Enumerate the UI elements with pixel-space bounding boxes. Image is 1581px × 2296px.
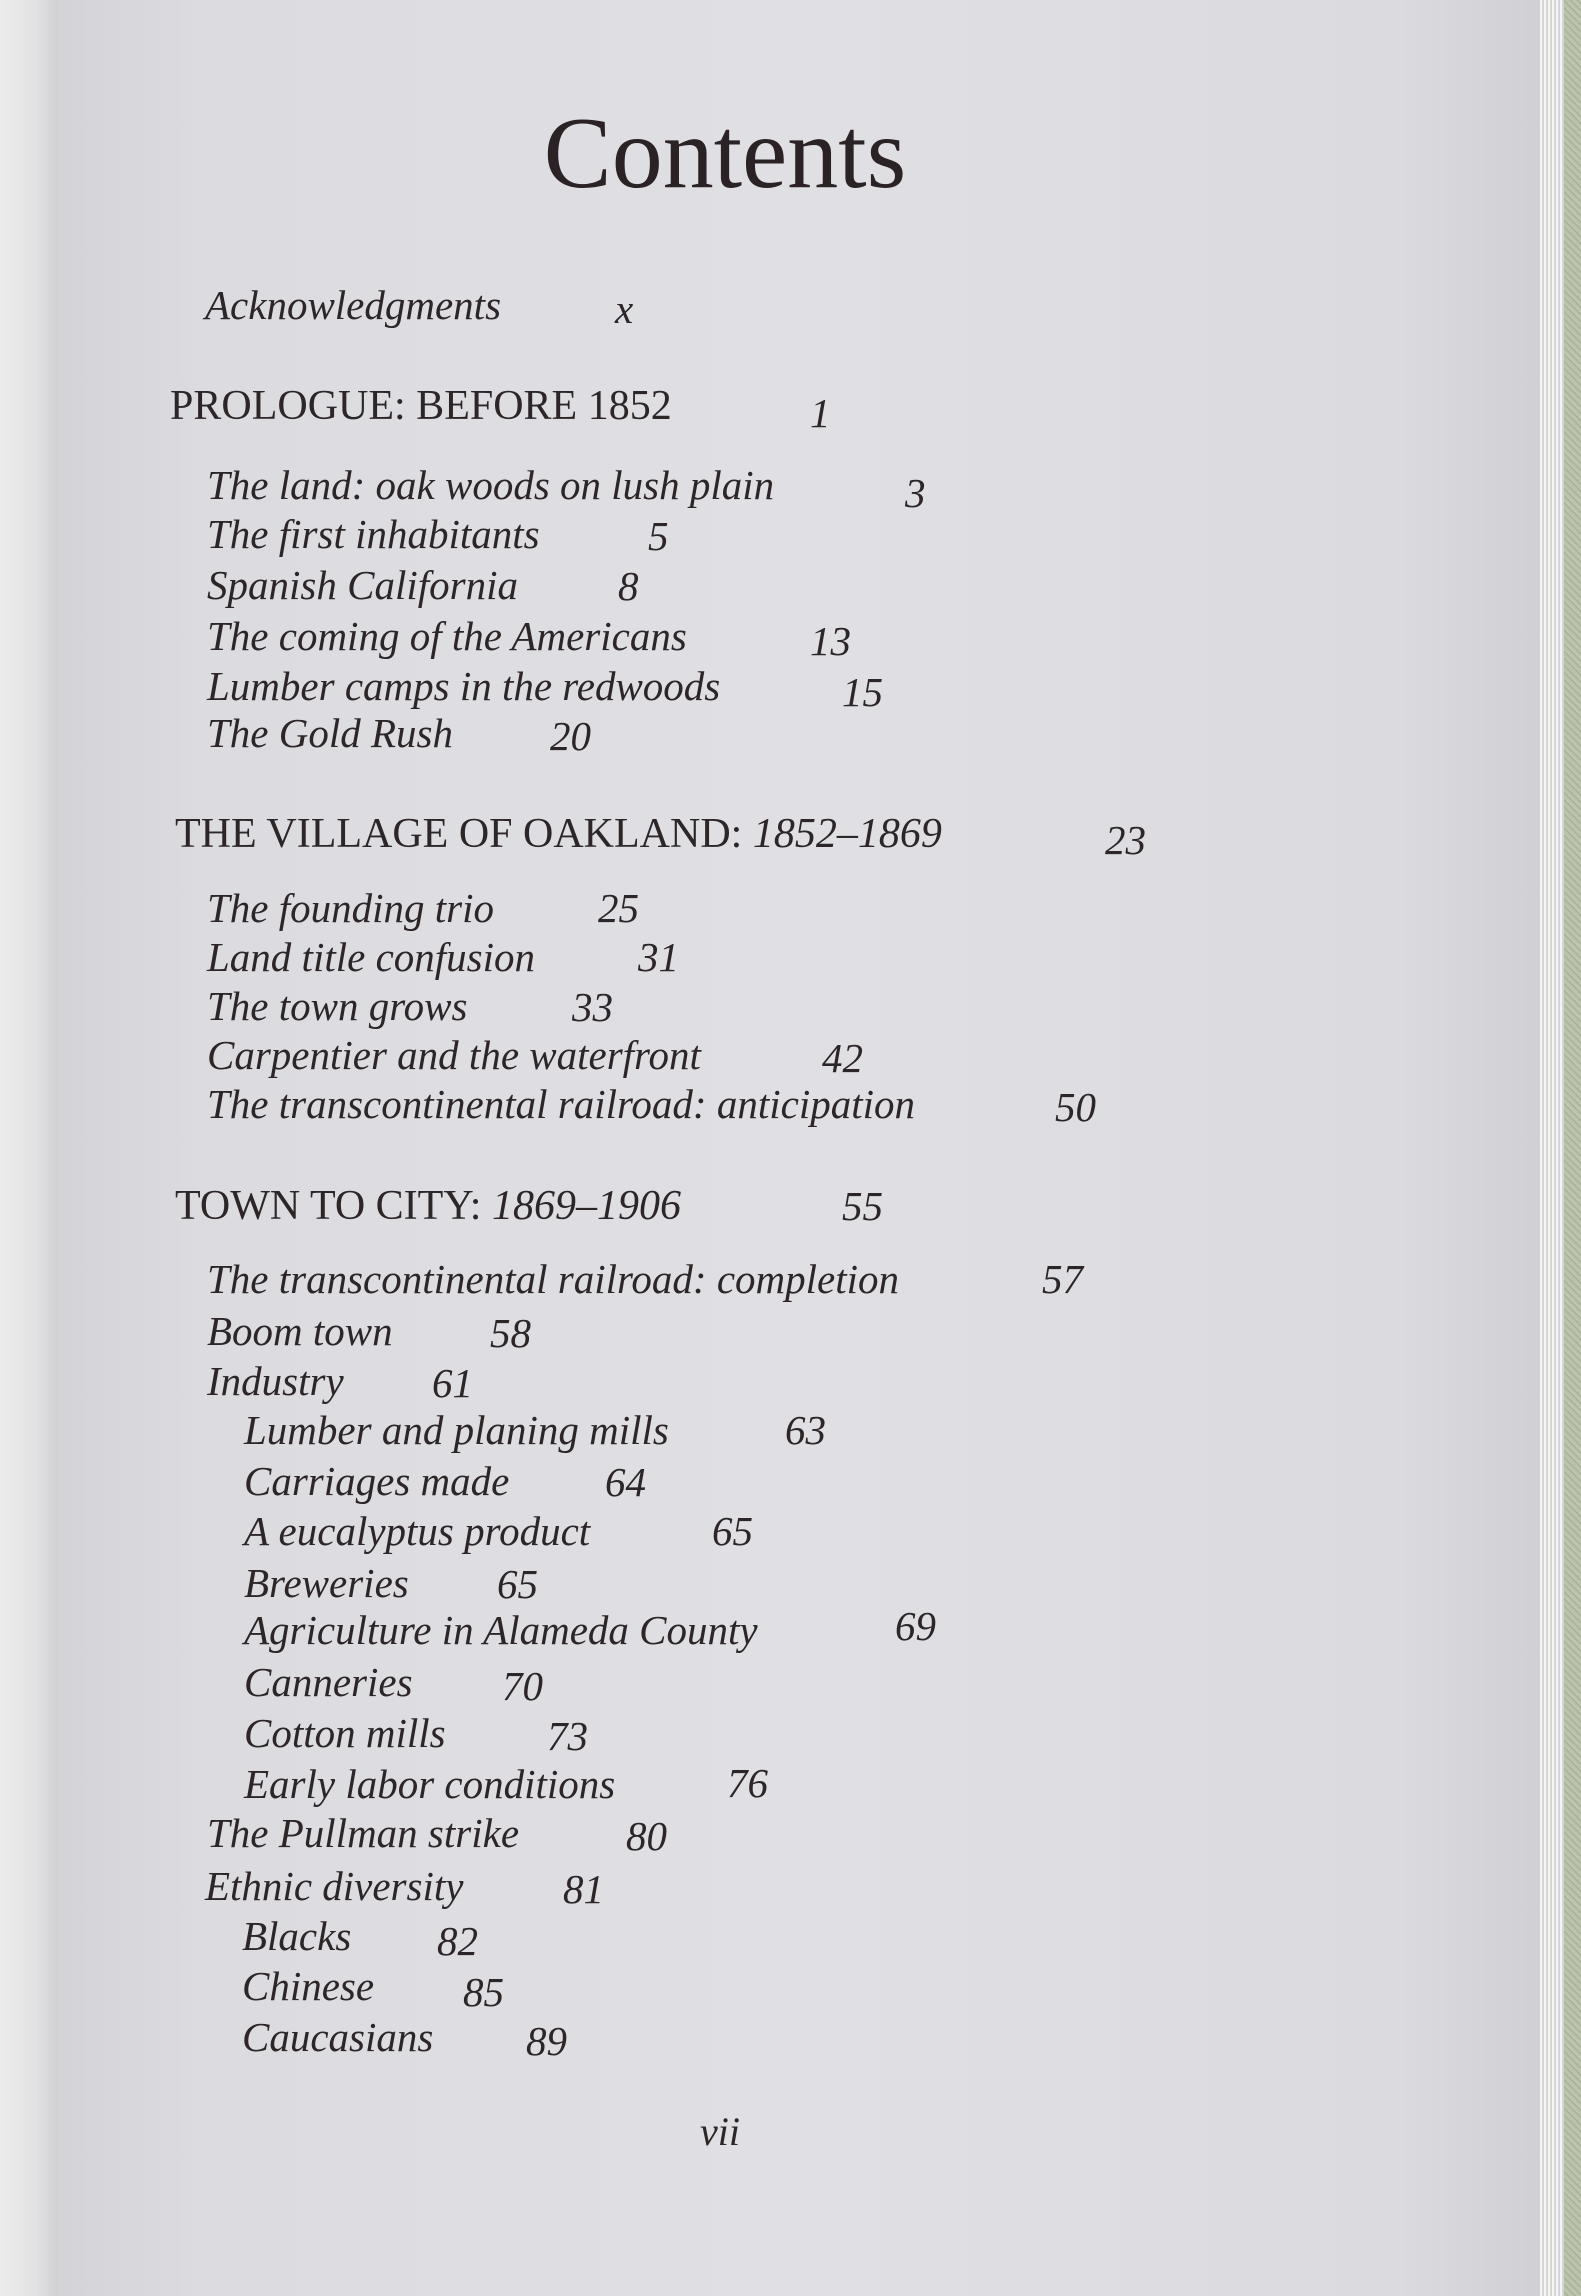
toc-entry: The transcontinental railroad: completion bbox=[207, 1256, 900, 1302]
part-dates: 1869–1906 bbox=[491, 1183, 681, 1229]
background-cloth bbox=[1564, 0, 1581, 2296]
toc-entry: Land title confusion bbox=[207, 934, 535, 980]
toc-page: 50 bbox=[1055, 1084, 1096, 1130]
toc-entry: Chinese bbox=[242, 1963, 375, 2009]
part-dates: 1852–1869 bbox=[752, 811, 942, 857]
toc-entry: Carpentier and the waterfront bbox=[207, 1032, 701, 1078]
toc-page: 25 bbox=[598, 885, 639, 931]
toc-entry: The Gold Rush bbox=[207, 710, 453, 756]
toc-page: 76 bbox=[727, 1760, 768, 1806]
toc-entry: Early labor conditions bbox=[244, 1761, 616, 1807]
toc-page: 33 bbox=[572, 984, 613, 1030]
toc-page: 13 bbox=[810, 618, 851, 664]
toc-page-acknowledgments: x bbox=[615, 286, 634, 332]
toc-page: 73 bbox=[547, 1713, 588, 1759]
toc-page: 5 bbox=[648, 513, 669, 559]
part-page-prologue: 1 bbox=[810, 390, 831, 436]
toc-entry: Caucasians bbox=[242, 2014, 434, 2060]
toc-page: 85 bbox=[463, 1969, 504, 2015]
part-heading-village bbox=[175, 813, 942, 855]
toc-page: 69 bbox=[895, 1603, 936, 1649]
toc-entry: Ethnic diversity bbox=[205, 1863, 464, 1909]
toc-entry-acknowledgments: Acknowledgments bbox=[205, 282, 502, 328]
part-page-village: 23 bbox=[1105, 817, 1146, 863]
toc-entry: The land: oak woods on lush plain bbox=[207, 462, 775, 508]
toc-page: 80 bbox=[626, 1813, 667, 1859]
left-page-edge bbox=[0, 0, 60, 2296]
toc-page: 70 bbox=[502, 1663, 543, 1709]
toc-entry: The first inhabitants bbox=[207, 511, 540, 557]
toc-entry: Lumber camps in the redwoods bbox=[207, 663, 721, 709]
part-heading-town-to-city bbox=[175, 1185, 681, 1227]
toc-page: 65 bbox=[712, 1508, 753, 1554]
part-title: TOWN TO CITY: bbox=[175, 1183, 482, 1229]
toc-page: 57 bbox=[1042, 1256, 1083, 1302]
page-title: Contents bbox=[543, 97, 907, 210]
toc-page: 8 bbox=[618, 563, 639, 609]
part-title: THE VILLAGE OF OAKLAND: bbox=[175, 811, 743, 857]
toc-entry: The coming of the Americans bbox=[207, 613, 687, 659]
toc-page: 64 bbox=[605, 1459, 646, 1505]
part-heading-prologue bbox=[170, 385, 672, 427]
toc-page: 82 bbox=[437, 1918, 478, 1964]
toc-entry: Breweries bbox=[244, 1560, 409, 1606]
page-stack-edge bbox=[1540, 0, 1564, 2296]
page-number: vii bbox=[700, 2109, 740, 2154]
toc-page: 31 bbox=[638, 934, 679, 980]
toc-page: 58 bbox=[490, 1310, 531, 1356]
toc-entry: Carriages made bbox=[244, 1458, 510, 1504]
part-page-town-to-city: 55 bbox=[842, 1183, 883, 1229]
toc-entry: A eucalyptus product bbox=[244, 1508, 591, 1554]
toc-entry: Cotton mills bbox=[244, 1710, 446, 1756]
toc-page: 61 bbox=[432, 1360, 473, 1406]
toc-entry: The Pullman strike bbox=[207, 1810, 520, 1856]
toc-entry: The founding trio bbox=[207, 885, 495, 931]
toc-entry: The transcontinental railroad: anticipation bbox=[207, 1081, 915, 1127]
toc-entry: Canneries bbox=[244, 1659, 413, 1705]
toc-page: 89 bbox=[526, 2018, 567, 2064]
toc-page: 65 bbox=[497, 1561, 538, 1607]
toc-page: 63 bbox=[785, 1407, 826, 1453]
toc-entry: Agriculture in Alameda County bbox=[244, 1607, 758, 1653]
toc-page: 81 bbox=[563, 1866, 604, 1912]
toc-page: 20 bbox=[550, 713, 591, 759]
part-title: PROLOGUE: BEFORE 1852 bbox=[170, 383, 672, 429]
toc-entry: Lumber and planing mills bbox=[244, 1407, 669, 1453]
toc-page: 3 bbox=[905, 470, 926, 516]
toc-entry: Spanish California bbox=[207, 562, 518, 608]
toc-page: 15 bbox=[842, 669, 883, 715]
toc-page: 42 bbox=[822, 1035, 863, 1081]
toc-entry: The town grows bbox=[207, 983, 468, 1029]
toc-entry: Boom town bbox=[207, 1308, 393, 1354]
toc-entry: Blacks bbox=[242, 1913, 352, 1959]
toc-entry: Industry bbox=[207, 1358, 344, 1404]
